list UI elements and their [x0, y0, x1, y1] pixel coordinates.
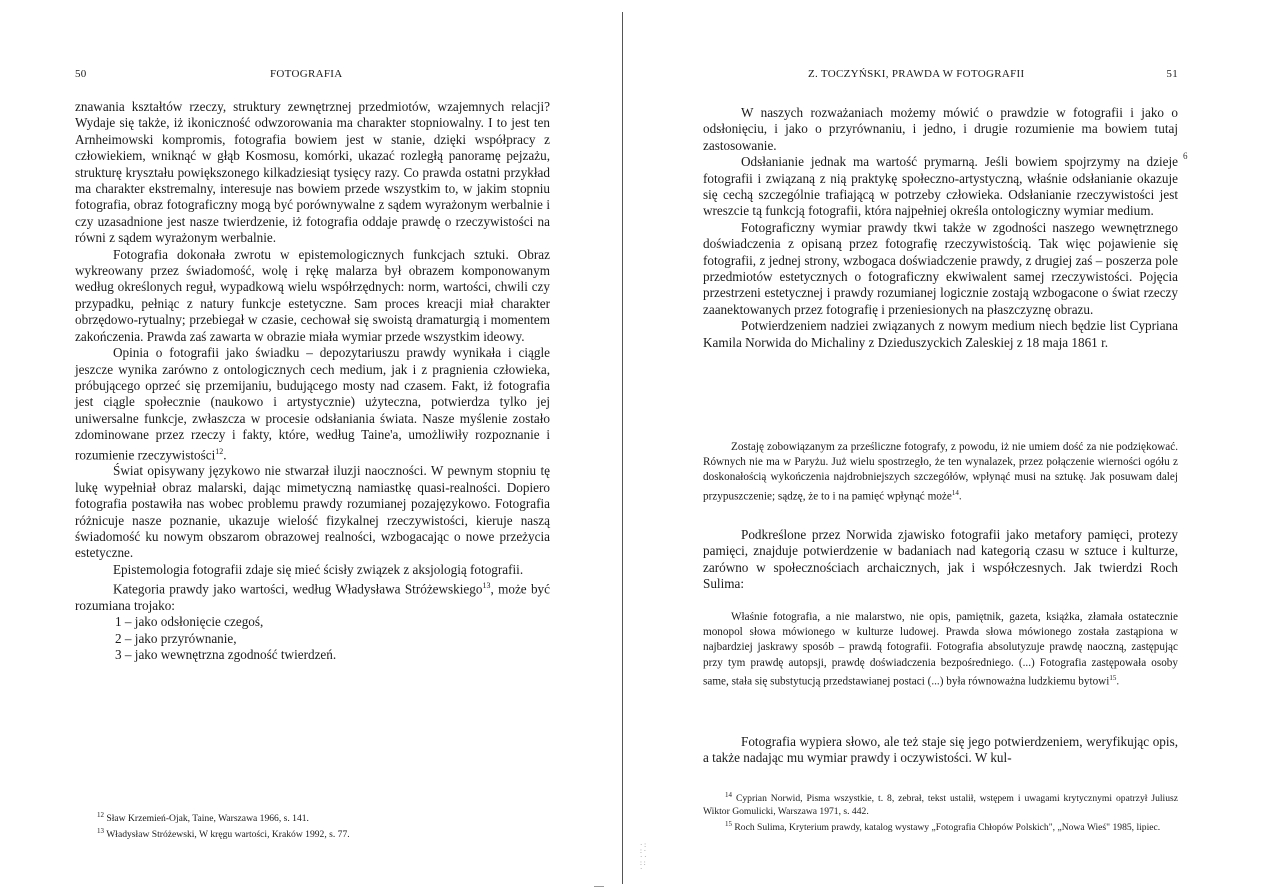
gutter-mark	[594, 886, 604, 887]
paragraph: Fotografia dokonała zwrotu w epistemologicznych funkcjach sztuki. Obraz wykreowany przez świadomość, wolę i rękę malarza był obrazem komponowanym według określonych reguł, wypadkową wielu współrzędnych: norm, wartości, chwili czy przypadku, pełniąc z natury funkcje estetyczne. Sam proces kreacji miał charakter obrzędowo-rytualny; przebiegał w czasie, cechował się swoistą dramaturgią i momentem zakończenia. Prawda zaś zawarta w obrazie miała wymiar przede wszystkim ideowy.	[75, 246, 550, 344]
footnote-ref: 12	[215, 446, 224, 456]
paragraph: Fotografia wypiera słowo, ale też staje się jego potwierdzeniem, weryfikując opis, a także nadając mu wymiar prawdy i oczywistości. W kul-	[703, 734, 1178, 766]
right-page	[703, 0, 1178, 894]
paragraph: Odsłanianie jednak ma wartość prymarną. Jeśli bowiem spojrzymy na dzieje fotografii i związaną z nią praktykę społeczno-artystyczną, właśnie odsłanianie okazuje się cechą szczególnie trafiającą w potrzeby człowieka. Odsłanianie rzeczywistości jest wreszcie tą funkcją fotografii, która najpełniej określa ontologiczny wymiar medium.	[703, 154, 1178, 219]
right-body-text-2	[703, 527, 1178, 593]
quote-text: Zostaję zobowiązanym za prześliczne fotografy, z powodu, iż nie umiem dość za nie podziękować. Równych nie ma w Paryżu. Już wielu spostrzegło, że ten wynalazek, przez połączenie wierności ogółu z doskonałością wykończenia najdrobniejszych szczegółów, wpłynąć musi na sztukę. Jak posuwam dalej przypuszczenie; sądzę, że to i na pamięć wpłynąć może$^{14}$.	[703, 441, 1178, 503]
footnote-ref: 13	[482, 581, 491, 591]
truth-categories-list	[115, 614, 550, 663]
paragraph: Opinia o fotografii jako świadku – depozytariuszu prawdy wynikała i ciągle jeszcze wynika zarówno z ontologicznych cech medium, jak i z pragnienia człowieka, próbującego oprzeć się przemijaniu, budującego mosty nad czasem. Fakt, iż fotografia jest ciągle społecznie (naukowo i artystycznie) użyteczna, potwierdza tylko jej uniwersalne funkcje, zwłaszcza w procesie odsłaniania świata. Nasze myślenie zostało zdominowane przez rzeczy i fakty, które, według Taine'a, umożliwiły rozpoznanie i rozumienie rzeczywistości$^{12}$.	[75, 345, 550, 462]
list-item: 3 – jako wewnętrzna zgodność twierdzeń.	[115, 647, 337, 663]
page-number: 51	[1166, 68, 1178, 80]
running-title: FOTOGRAFIA	[270, 68, 343, 80]
running-title: Z. TOCZYŃSKI, PRAWDA W FOTOGRAFII	[808, 68, 1025, 80]
paragraph: Epistemologia fotografii zdaje się mieć ścisły związek z aksjologią fotografii.	[113, 561, 524, 577]
norwid-quote	[703, 440, 1178, 505]
footnote-ref: 14	[951, 488, 959, 497]
paragraph: znawania kształtów rzeczy, struktury zewnętrznej przedmiotów, wzajemnych relacji? Wydaje się także, iż ikoniczność odwzorowania ma charakter stopniowalny. I to jest ten Arnheimowski kompromis, fotografia bowiem jest w stanie, dzięki współpracy z człowiekiem, wniknąć w głąb Kosmosu, komórki, ukazać rozległą panoramę pejzażu, strukturę kryształu powiększonego kilkadziesiąt tysięcy razy. Co prawda ostatni przykład ma charakter ekstremalny, interesuje nas bowiem przede wszystkim to, w jakim stopniu fotografia, obraz fotograficzny mogą być porównywalne z sądem wyrażonym werbalnie i czy uzasadnione jest nasze twierdzenie, iż fotografia oddaje prawdę o rzeczywistości na równi z sądem wyrażonym werbalnie.	[75, 99, 550, 246]
list-item: 1 – jako odsłonięcie czegoś,	[115, 614, 264, 630]
left-page	[75, 0, 550, 894]
footnote: $^{14}$ Cyprian Norwid, Pisma wszystkie, t. 8, zebrał, tekst ustalił, wstępem i uwagami krytycznymi opatrzył Juliusz Wiktor Gomulicki, Warszawa 1971, s. 442.	[703, 791, 1178, 818]
paragraph: Świat opisywany językowo nie stwarzał iluzji naoczności. W pewnym stopniu tę lukę wypełniał obraz malarski, dając mimetyczną namiastkę quasi-realności. Dopiero fotografia postawiła nas wobec problemu prawdy rozumianej pozajęzykowo. Fotografia różnicuje nasze poznanie, ukazuje wielość fizykalnej rzeczywistości, kieruje naszą świadomość ku nowym obszarom obrazowej realności, wzbogacając o nowe przeżycia estetyczne.	[75, 463, 550, 561]
left-footnotes	[75, 809, 550, 841]
paragraph: W naszych rozważaniach możemy mówić o prawdzie w fotografii i jako o odsłonięciu, i jako o przyrównaniu, i jedno, i drugie rozumienie ma bowiem tutaj zastosowanie.	[703, 105, 1178, 153]
paragraph: Potwierdzeniem nadziei związanych z nowym medium niech będzie list Cypriana Kamila Norwida do Michaliny z Dzieduszyckich Zaleskiej z 18 maja 1861 r.	[703, 318, 1178, 350]
left-body-text	[75, 99, 550, 664]
footnote: $^{12}$ Sław Krzemień-Ojak, Taine, Warszawa 1966, s. 141.	[97, 811, 309, 825]
sulima-quote	[703, 610, 1178, 690]
paragraph: Fotograficzny wymiar prawdy tkwi także w zgodności naszego wewnętrznego doświadczenia z opisaną przez fotografię rzeczywistością. Tak więc pojawienie się fotografii, z jednej strony, wzbogaca doświadczenie prawdy, z drugiej zaś – poszerza pole przedmiotów estetycznych o fotograficzny ekwiwalent samej rzeczywistości. Pojęcia przestrzeni estetycznej i prawdy rozumianej logicznie zostają wzbogacone o świat rzeczy zaanektowanych przez fotografię i przeniesionych na płaszczyznę obrazu.	[703, 219, 1178, 317]
right-body-text	[703, 105, 1178, 351]
footnote: $^{15}$ Roch Sulima, Kryterium prawdy, katalog wystawy „Fotografia Chłopów Polskich", „Nowa Wieś" 1985, lipiec.	[725, 820, 1161, 834]
book-gutter	[622, 12, 623, 884]
list-item: 2 – jako przyrównanie,	[115, 630, 237, 646]
right-page-header	[703, 68, 1178, 82]
page-number: 50	[75, 68, 87, 80]
right-body-text-3	[703, 734, 1178, 767]
footnote-ref: 15	[1109, 673, 1117, 682]
right-footnotes	[703, 789, 1178, 834]
margin-mark: 6	[1183, 151, 1188, 161]
scan-noise: · : : · · · : : ·	[640, 841, 647, 873]
left-page-header	[75, 68, 550, 82]
quote-text: Właśnie fotografia, a nie malarstwo, nie opis, pamiętnik, gazeta, książka, złamała ostatecznie monopol słowa mówionego w kulturze ludowej. Prawda słowa mówionego została zastąpiona w najbardziej jaskrawy sposób – prawdą fotografii. Fotografia absolutyzuje prawdę naoczną, zastępując przy tym prawdę autopsji, prawdę doświadczenia bezpośredniego. (...) Fotografia zastępowała osoby same, stała się substytucją przedstawianej postaci (...) była równoważna ludzkiemu bytowi$^{15}$.	[703, 611, 1178, 688]
paragraph: Kategoria prawdy jako wartości, według Władysława Stróżewskiego$^{13}$, może być rozumiana trojako:	[75, 581, 550, 613]
paragraph: Podkreślone przez Norwida zjawisko fotografii jako metafory pamięci, protezy pamięci, znajduje potwierdzenie w badaniach nad kategorią czasu w sztuce i kulturze, zarówno w społecznościach archaicznych, jak i współczesnych. Jak twierdzi Roch Sulima:	[703, 527, 1178, 592]
footnote: $^{13}$ Władysław Stróżewski, W kręgu wartości, Kraków 1992, s. 77.	[97, 827, 350, 841]
